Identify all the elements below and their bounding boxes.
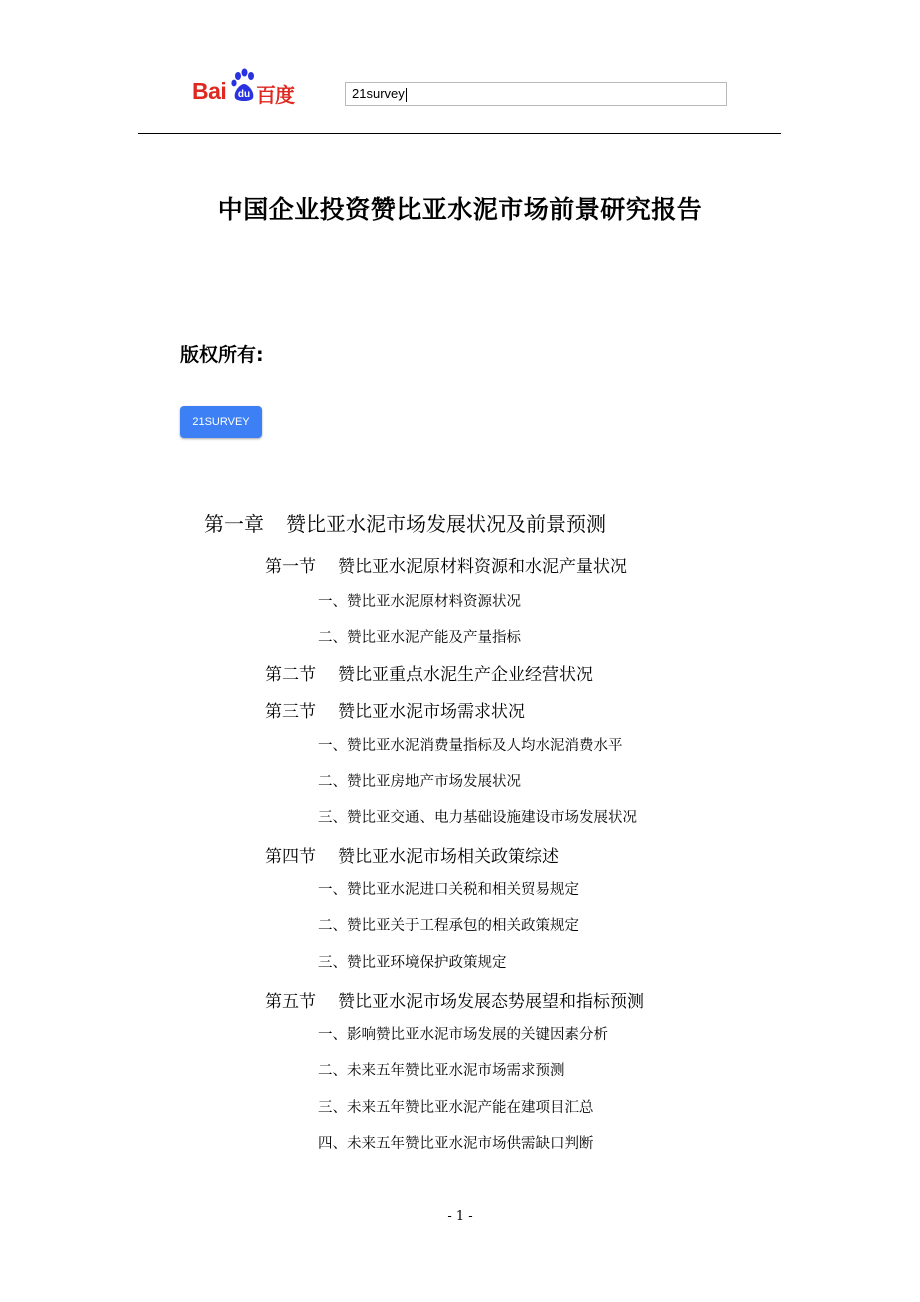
toc-text: 赞比亚水泥市场相关政策综述 bbox=[338, 847, 559, 867]
header-divider bbox=[138, 133, 781, 134]
page-number: - 1 - bbox=[447, 1209, 473, 1224]
toc-item bbox=[318, 626, 521, 647]
toc-item bbox=[318, 734, 623, 755]
toc-item bbox=[318, 1023, 608, 1044]
toc-text: 四、未来五年赞比亚水泥市场供需缺口判断 bbox=[318, 1136, 594, 1152]
survey-badge-button[interactable]: 21SURVEY bbox=[180, 406, 262, 438]
toc-number: 第一章 bbox=[204, 512, 264, 536]
toc-item bbox=[318, 1096, 594, 1117]
toc-text: 二、未来五年赞比亚水泥市场需求预测 bbox=[318, 1063, 565, 1079]
toc-item bbox=[318, 951, 507, 972]
toc-text: 三、未来五年赞比亚水泥产能在建项目汇总 bbox=[318, 1100, 594, 1116]
search-input[interactable] bbox=[345, 82, 727, 106]
toc-text: 二、赞比亚水泥产能及产量指标 bbox=[318, 630, 521, 646]
toc-section bbox=[265, 987, 644, 1012]
copyright-label: 版权所有: bbox=[180, 344, 264, 366]
document-title: 中国企业投资赞比亚水泥市场前景研究报告 bbox=[217, 195, 703, 224]
page-header bbox=[0, 0, 920, 140]
toc-number: 第三节 bbox=[265, 702, 316, 722]
toc-text: 一、影响赞比亚水泥市场发展的关键因素分析 bbox=[318, 1027, 608, 1043]
text-caret bbox=[406, 88, 407, 102]
toc-text: 赞比亚重点水泥生产企业经营状况 bbox=[338, 665, 593, 685]
toc-item bbox=[318, 1059, 565, 1080]
toc-number: 第二节 bbox=[265, 665, 316, 685]
toc-section bbox=[265, 842, 559, 867]
toc-section bbox=[265, 552, 627, 577]
toc-item bbox=[318, 806, 637, 827]
toc-number: 第四节 bbox=[265, 847, 316, 867]
toc-text: 二、赞比亚房地产市场发展状况 bbox=[318, 774, 521, 790]
toc-text: 三、赞比亚环境保护政策规定 bbox=[318, 955, 507, 971]
toc-text: 赞比亚水泥原材料资源和水泥产量状况 bbox=[338, 557, 627, 577]
toc-text: 赞比亚水泥市场发展态势展望和指标预测 bbox=[338, 992, 644, 1012]
logo-chinese-text: 百度 bbox=[256, 83, 294, 107]
toc-text: 一、赞比亚水泥原材料资源状况 bbox=[318, 594, 521, 610]
toc-text: 一、赞比亚水泥消费量指标及人均水泥消费水平 bbox=[318, 738, 623, 754]
toc-text: 一、赞比亚水泥进口关税和相关贸易规定 bbox=[318, 882, 579, 898]
toc-item bbox=[318, 1132, 594, 1153]
toc-number: 第一节 bbox=[265, 557, 316, 577]
toc-text: 二、赞比亚关于工程承包的相关政策规定 bbox=[318, 918, 579, 934]
logo-badge-text: du bbox=[237, 89, 251, 100]
toc-text: 赞比亚水泥市场发展状况及前景预测 bbox=[286, 512, 606, 536]
toc-section bbox=[265, 697, 525, 722]
toc-number: 第五节 bbox=[265, 992, 316, 1012]
logo-latin-text: Bai bbox=[192, 78, 227, 104]
search-value: 21survey bbox=[352, 86, 405, 101]
toc-item bbox=[318, 770, 521, 791]
toc-item bbox=[318, 878, 579, 899]
toc-section bbox=[265, 660, 593, 685]
toc-item bbox=[318, 914, 579, 935]
toc-chapter bbox=[204, 508, 606, 537]
baidu-logo[interactable] bbox=[192, 68, 302, 108]
toc-text: 三、赞比亚交通、电力基础设施建设市场发展状况 bbox=[318, 810, 637, 826]
toc-text: 赞比亚水泥市场需求状况 bbox=[338, 702, 525, 722]
toc-item bbox=[318, 590, 521, 611]
